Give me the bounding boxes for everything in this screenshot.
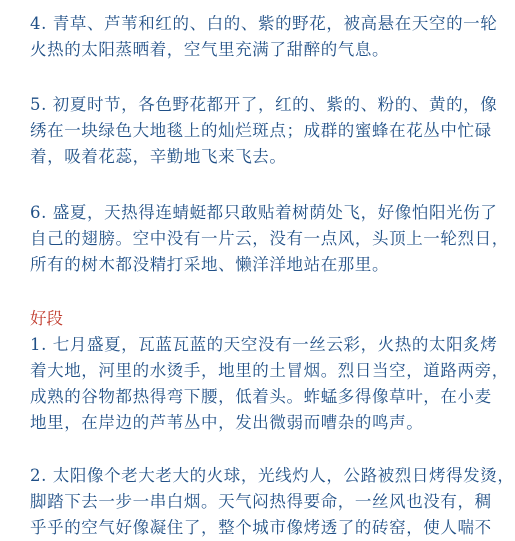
paragraph-6 [30, 200, 509, 278]
paragraph-line: 着大地，河里的水烫手，地里的土冒烟。烈日当空，道路两旁， [30, 361, 509, 380]
paragraph-4 [30, 11, 498, 63]
paragraph-line: 1. 七月盛夏，瓦蓝瓦蓝的天空没有一丝云彩，火热的太阳炙烤 [30, 335, 498, 354]
paragraph-line: 着，吸着花蕊，辛勤地飞来飞去。 [30, 147, 287, 166]
paragraph-line: 地里，在岸边的芦苇丛中，发出微弱而嘈杂的鸣声。 [30, 413, 424, 432]
paragraph-line: 4. 青草、芦苇和红的、白的、紫的野花，被高悬在天空的一轮 [30, 14, 498, 33]
paragraph-line: 脚踏下去一步一串白烟。天气闷热得要命，一丝风也没有，稠 [30, 492, 492, 511]
good-paragraph-1 [30, 332, 509, 436]
paragraph-line: 自己的翅膀。空中没有一片云，没有一点风，头顶上一轮烈日， [30, 229, 509, 248]
paragraph-line: 6. 盛夏，天热得连蜻蜓都只敢贴着树荫处飞，好像怕阳光伤了 [30, 203, 498, 222]
paragraph-line: 火热的太阳蒸晒着，空气里充满了甜醉的气息。 [30, 40, 390, 59]
paragraph-line: 所有的树木都没精打采地、懒洋洋地站在那里。 [30, 255, 390, 274]
paragraph-line: 成熟的谷物都热得弯下腰，低着头。蚱蜢多得像草叶，在小麦 [30, 387, 492, 406]
good-paragraph-2 [30, 463, 515, 541]
paragraph-5 [30, 92, 498, 170]
paragraph-line: 2. 太阳像个老大老大的火球，光线灼人，公路被烈日烤得发烫， [30, 466, 515, 485]
paragraph-line: 乎乎的空气好像凝住了，整个城市像烤透了的砖窑，使人喘不 [30, 518, 492, 537]
section-heading: 好段 [30, 309, 63, 328]
paragraph-line: 5. 初夏时节，各色野花都开了，红的、紫的、粉的、黄的，像 [30, 95, 498, 114]
paragraph-line: 绣在一块绿色大地毯上的灿烂斑点；成群的蜜蜂在花丛中忙碌 [30, 121, 492, 140]
